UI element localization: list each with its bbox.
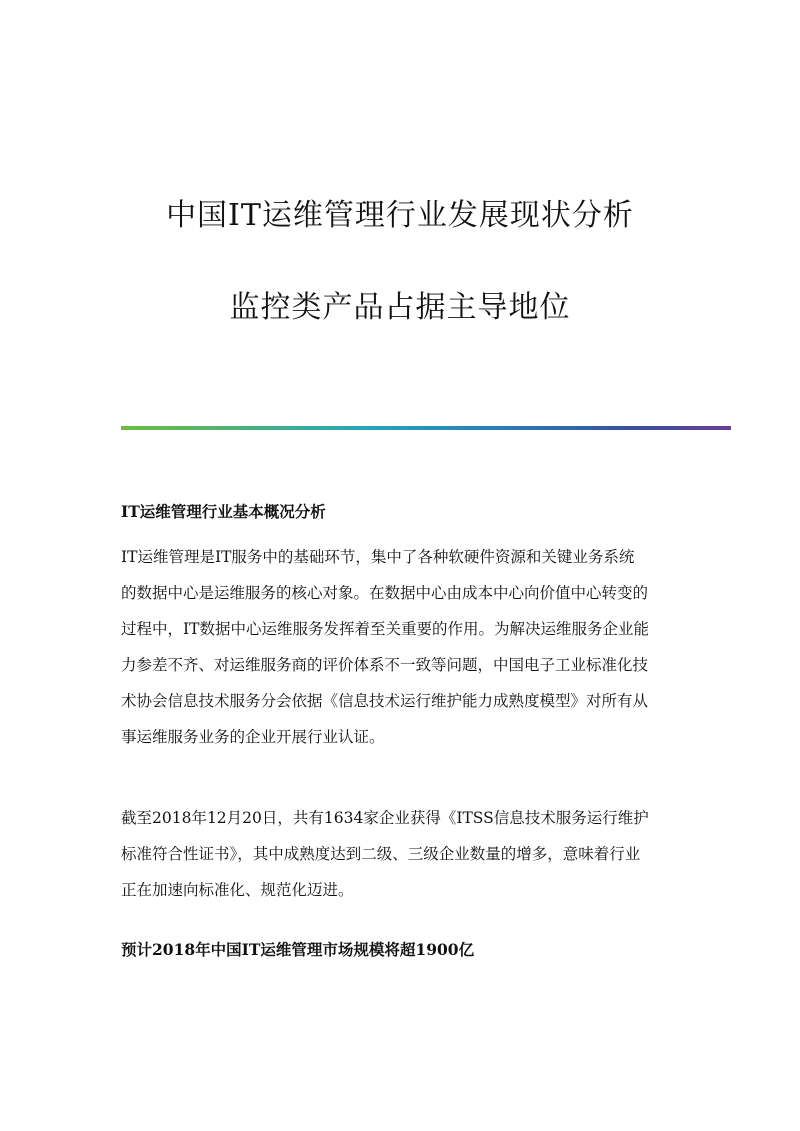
document-subtitle: 监控类产品占据主导地位: [229, 290, 571, 325]
paragraph-line: IT运维管理是IT服务中的基础环节，集中了各种软硬件资源和关键业务系统: [121, 548, 635, 566]
paragraph-line: 标准符合性证书》，其中成熟度达到二级、三级企业数量的增多，意味着行业: [121, 845, 641, 863]
gradient-divider: [121, 426, 731, 430]
paragraph-line: 术协会信息技术服务分会依据《信息技术运行维护能力成熟度模型》对所有从: [121, 692, 649, 710]
paragraph-overview: [121, 539, 681, 755]
paragraph-line: 截至2018年12月20日，共有1634家企业获得《ITSS信息技术服务运行维护: [121, 809, 649, 827]
section-heading-overview: IT运维管理行业基本概况分析: [121, 502, 326, 521]
paragraph-certification: [121, 800, 681, 908]
paragraph-line: 过程中，IT数据中心运维服务发挥着至关重要的作用。为解决运维服务企业能: [121, 620, 649, 638]
paragraph-line: 力参差不齐、对运维服务商的评价体系不一致等问题，中国电子工业标准化技: [121, 656, 649, 674]
section-heading-market-size: 预计2018年中国IT运维管理市场规模将超1900亿: [121, 940, 475, 959]
paragraph-line: 的数据中心是运维服务的核心对象。在数据中心由成本中心向价值中心转变的: [121, 584, 649, 602]
paragraph-line: 事运维服务业务的企业开展行业认证。: [121, 728, 385, 746]
paragraph-line: 正在加速向标准化、规范化迈进。: [121, 881, 354, 899]
document-title: 中国IT运维管理行业发展现状分析: [166, 198, 634, 233]
